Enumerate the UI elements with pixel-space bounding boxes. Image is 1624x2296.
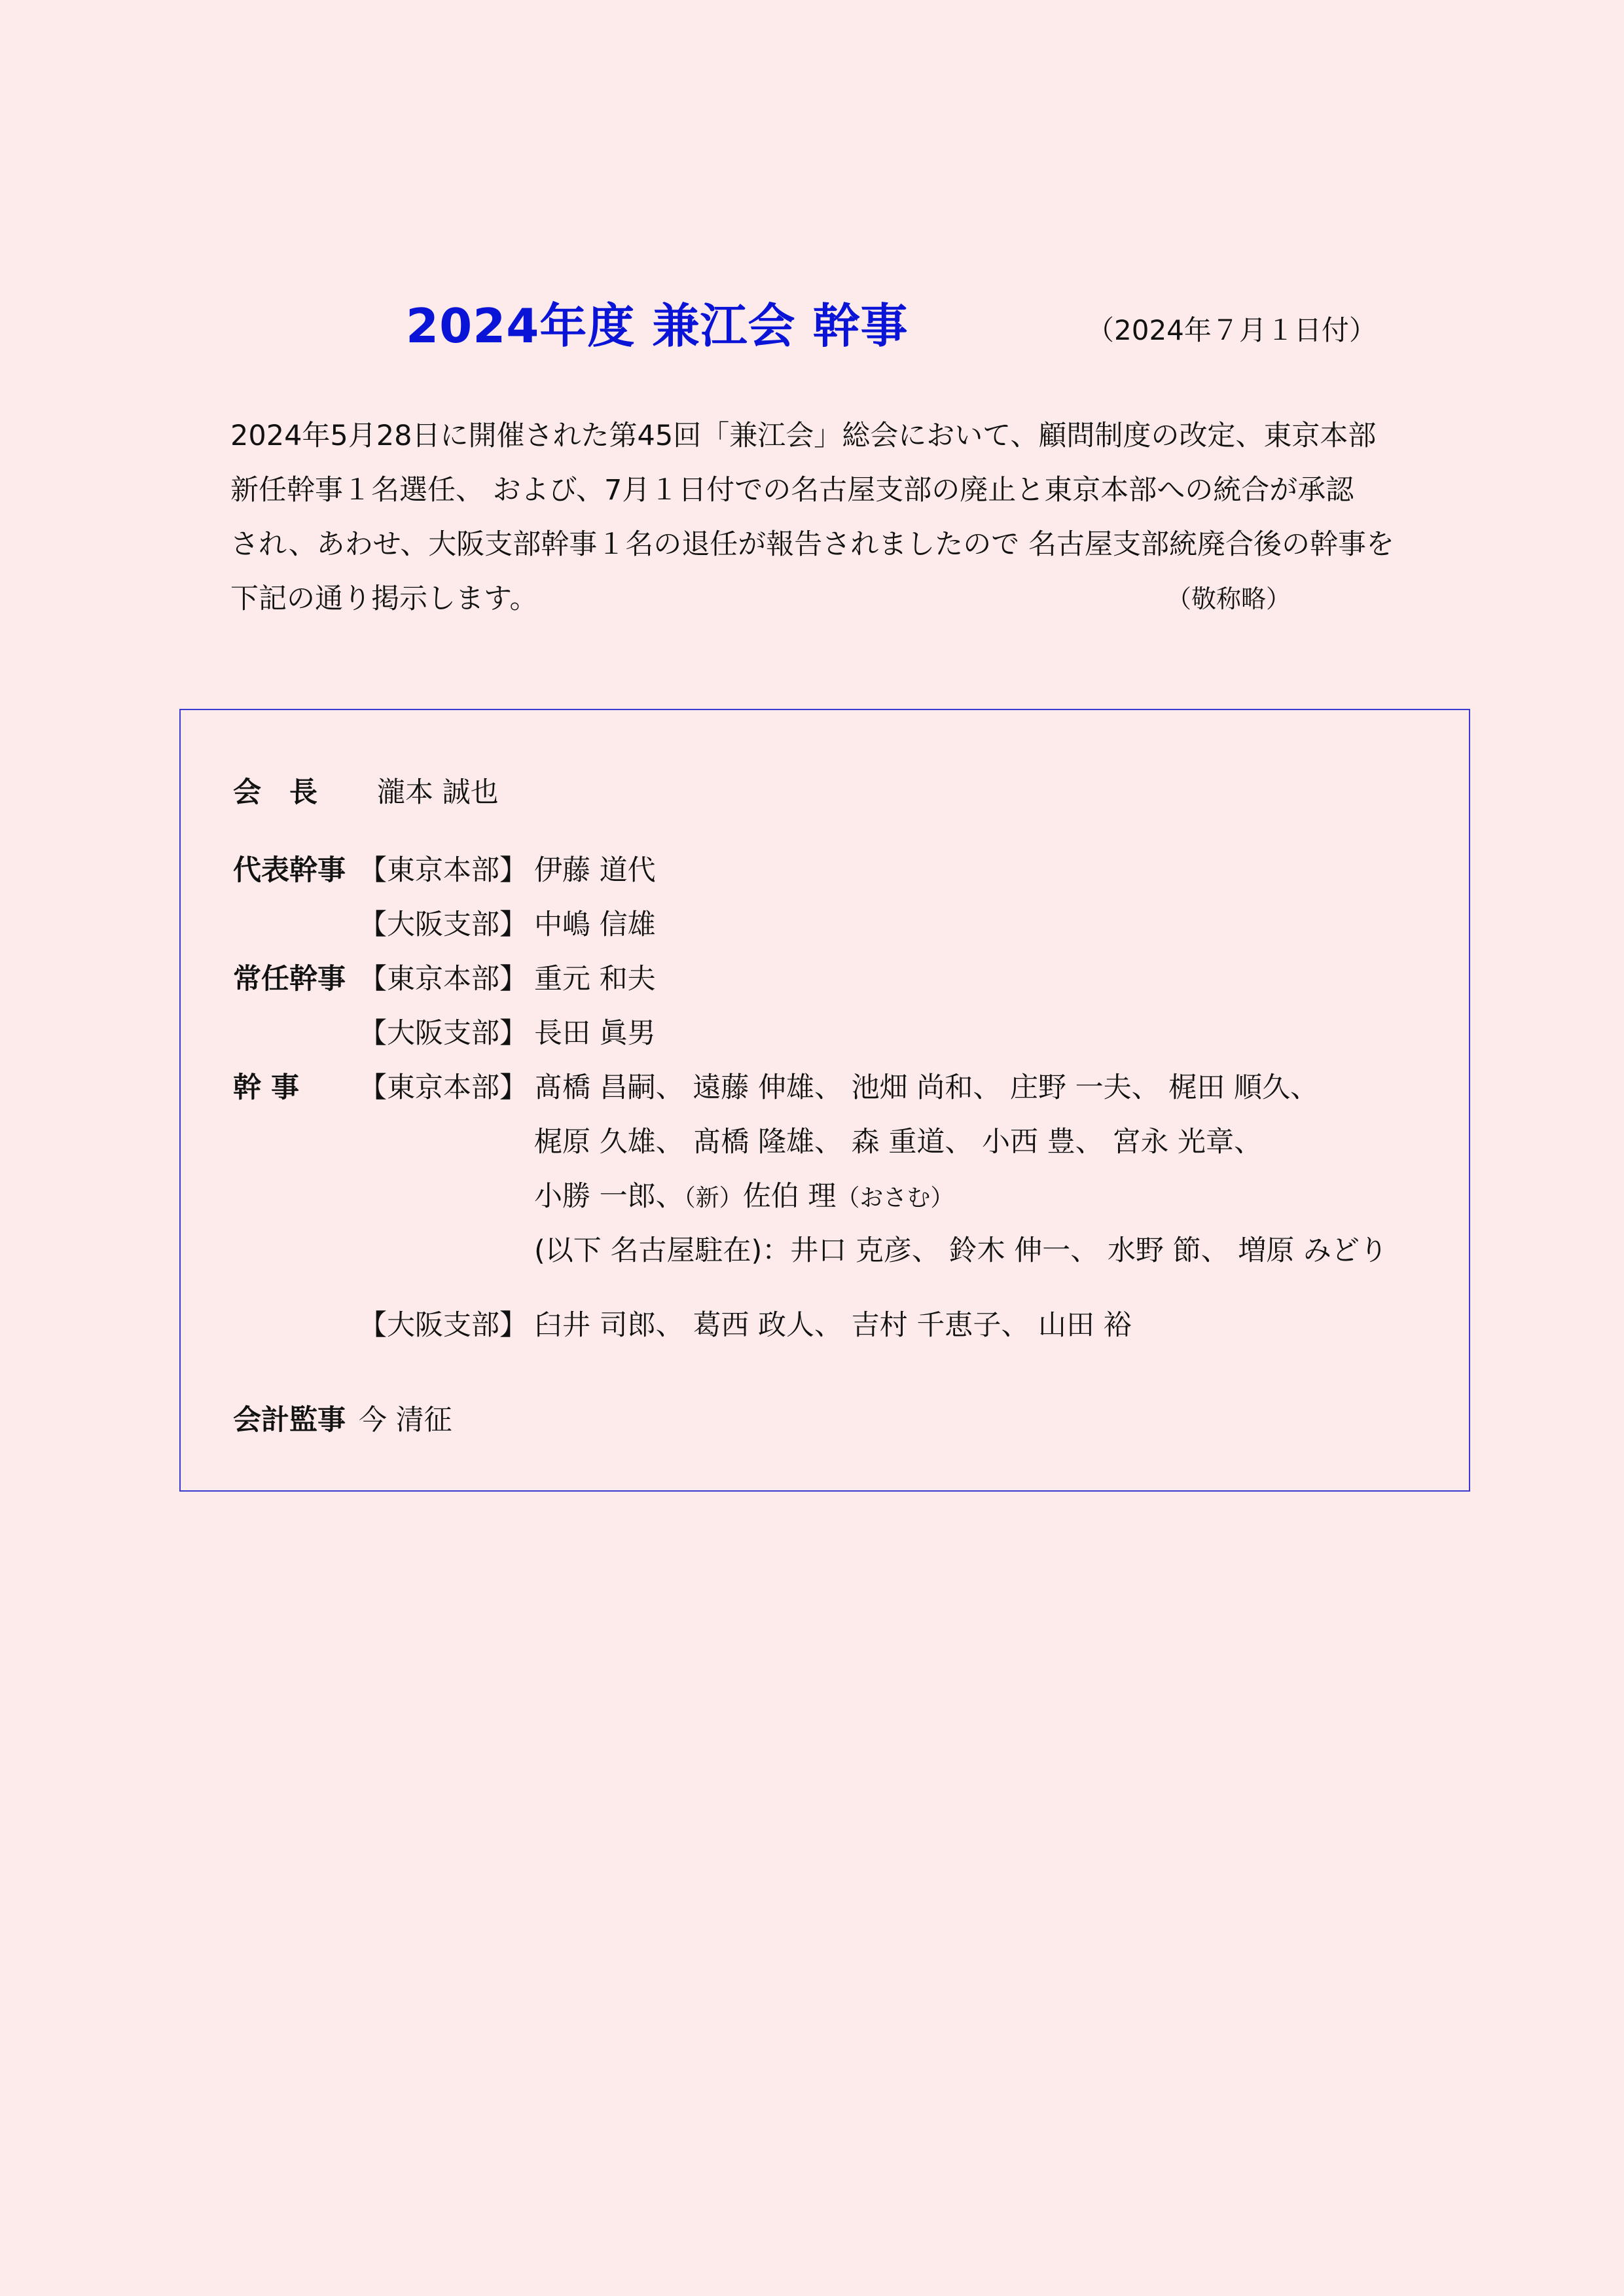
branch-label: 【大阪支部】 [359,908,528,941]
president-name: 瀧本 誠也 [377,776,499,809]
member-label: 幹 事 [233,1071,299,1104]
intro-line: 新任幹事１名選任、 および、7月１日付での名古屋支部の廃止と東京本部への統合が承認 [230,474,1354,507]
branch-label: 【大阪支部】 [359,1309,528,1342]
member-name: 小勝 一郎、 [534,1180,684,1213]
standing-label: 常任幹事 [233,963,346,996]
auditor-label: 会計監事 [233,1404,346,1437]
member-tokyo-names-3 [534,1177,954,1218]
effective-date: （2024年７月１日付） [1087,314,1377,346]
member-osaka-names: 臼井 司郎、 葛西 政人、 吉村 千恵子、 山田 裕 [534,1309,1132,1342]
intro-paragraph [230,409,1448,626]
branch-label: 【東京本部】 [359,963,528,996]
member-tokyo-names: 髙橋 昌嗣、 遠藤 伸雄、 池畑 尚和、 庄野 一夫、 梶田 順久、 [534,1071,1319,1104]
auditor-name: 今 清征 [359,1404,452,1437]
nagoya-prefix: (以下 名古屋駐在)： [534,1234,791,1267]
rep-tokyo-name: 伊藤 道代 [534,854,656,887]
standing-osaka-name: 長田 眞男 [534,1017,656,1050]
intro-line: され、あわせ、大阪支部幹事１名の退任が報告されましたので 名古屋支部統廃合後の幹事を [230,528,1394,561]
branch-label: 【東京本部】 [359,1071,528,1104]
nagoya-names: 井口 克彦、 鈴木 伸一、 水野 節、 増原 みどり [790,1234,1388,1267]
intro-line-last [230,572,1448,626]
member-tokyo-names: 梶原 久雄、 髙橋 隆雄、 森 重道、 小西 豊、 宮永 光章、 [534,1126,1263,1158]
standing-tokyo-name: 重元 和夫 [534,963,656,996]
branch-label: 【東京本部】 [359,854,528,887]
honorific-note: （敬称略） [1166,584,1291,613]
branch-label: 【大阪支部】 [359,1017,528,1050]
rep-osaka-name: 中嶋 信雄 [534,908,656,941]
name-reading: （おさむ） [836,1185,954,1211]
member-name: 佐伯 理 [742,1180,837,1213]
president-label: 会 長 [233,776,317,809]
officers-box [179,709,1470,1492]
intro-line: 2024年5月28日に開催された第45回「兼江会」総会において、顧問制度の改定、東京本部 [230,420,1377,452]
rep-label: 代表幹事 [233,854,346,887]
member-nagoya [534,1231,1388,1270]
intro-line-text: 下記の通り掲示します。 [230,583,538,615]
new-member-mark: （新） [683,1185,743,1211]
page-title: 2024年度 兼江会 幹事 [406,298,909,353]
